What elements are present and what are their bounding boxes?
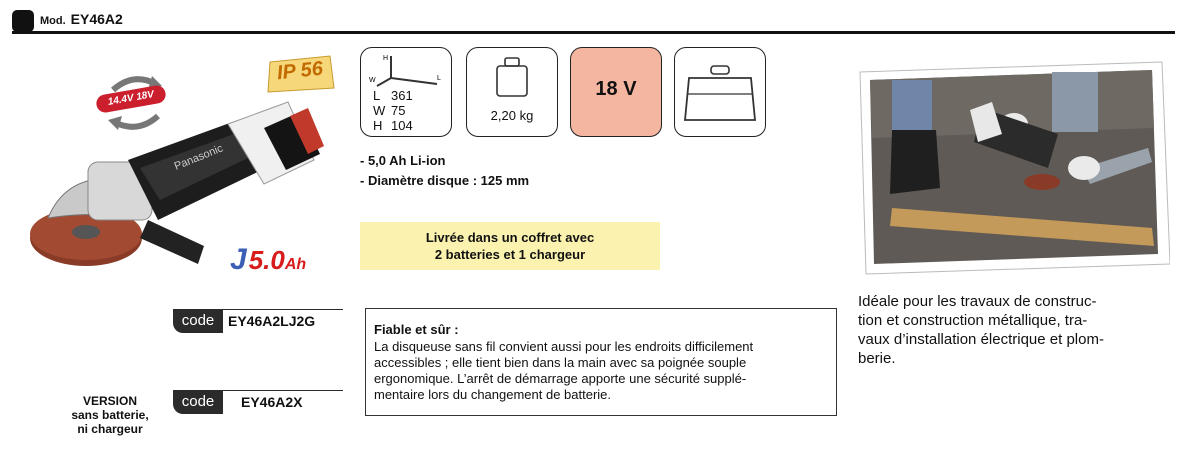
carry-case-box — [674, 47, 766, 137]
voltage-value: 18 V — [595, 78, 637, 100]
code-value: EY46A2LJ2G — [228, 313, 316, 329]
spec-disc-diameter: - Diamètre disque : 125 mm — [360, 173, 530, 188]
header-marker — [12, 10, 34, 32]
usage-line: tion et construction métallique, tra- — [858, 312, 1088, 329]
description-line: La disqueuse sans fil convient aussi pour les endroits difficilement — [374, 339, 754, 354]
description-body — [374, 339, 753, 403]
usage-line: Idéale pour les travaux de construc- — [858, 293, 1097, 310]
weight-icon — [467, 48, 557, 104]
axis-l-label: L — [437, 75, 441, 82]
code-label: code — [173, 309, 223, 333]
model-number: EY46A2 — [70, 11, 123, 27]
model-prefix: Mod. — [40, 15, 66, 27]
version-note — [40, 394, 180, 436]
description-box — [365, 308, 837, 416]
code-value: EY46A2X — [241, 394, 303, 410]
voltage-range-badge — [96, 90, 166, 110]
usage-line: vaux d’installation électrique et plom- — [858, 331, 1104, 348]
description-line: ergonomique. L’arrêt de démarrage apporte une sécurité supplé- — [374, 371, 747, 386]
battery-capacity-label — [230, 243, 306, 277]
voltage-range-label: 14.4V 18V — [95, 84, 167, 114]
weight-value: 2,20 kg — [490, 108, 534, 123]
axis-w-label: W — [369, 77, 376, 84]
battery-value: 5.0 — [248, 245, 285, 275]
description-line: accessibles ; elle tient bien dans la main avec sa poignée souple — [374, 355, 747, 370]
description-line: mentaire lors du changement de batterie. — [374, 387, 612, 402]
description-title: Fiable et sûr : — [374, 322, 459, 337]
battery-j-mark: J — [230, 243, 247, 276]
kit-contents-line-2: 2 batteries et 1 chargeur — [434, 247, 586, 262]
dimension-w: W 75 — [373, 103, 406, 118]
carry-case-icon — [675, 48, 765, 136]
code-label: code — [173, 390, 223, 414]
kit-contents-highlight — [360, 222, 660, 270]
weight-box — [466, 47, 558, 137]
code-bar-kit — [173, 309, 343, 335]
dimension-h: H 104 — [373, 118, 413, 133]
voltage-box — [570, 47, 662, 137]
code-bar-bare — [173, 390, 343, 416]
dimensions-icon — [361, 50, 451, 90]
svg-text:Panasonic: Panasonic — [172, 142, 225, 173]
battery-unit: Ah — [284, 256, 307, 273]
spec-battery: - 5,0 Ah Li-ion — [360, 153, 446, 168]
usage-line: berie. — [858, 350, 896, 367]
version-line-2: sans batterie, — [71, 408, 149, 422]
dimension-l: L 361 — [373, 88, 413, 103]
dimensions-box — [360, 47, 452, 137]
header-rule — [12, 31, 1175, 34]
version-line-1: VERSION — [82, 394, 137, 408]
page-title — [40, 11, 123, 27]
kit-contents-line-1: Livrée dans un coffret avec — [425, 230, 595, 245]
ip56-label: IP 56 — [275, 57, 324, 85]
usage-description — [858, 292, 1104, 368]
version-line-3: ni chargeur — [77, 422, 143, 436]
axis-h-label: H — [383, 55, 389, 62]
ip56-badge — [264, 54, 336, 94]
usage-photo — [852, 58, 1170, 278]
